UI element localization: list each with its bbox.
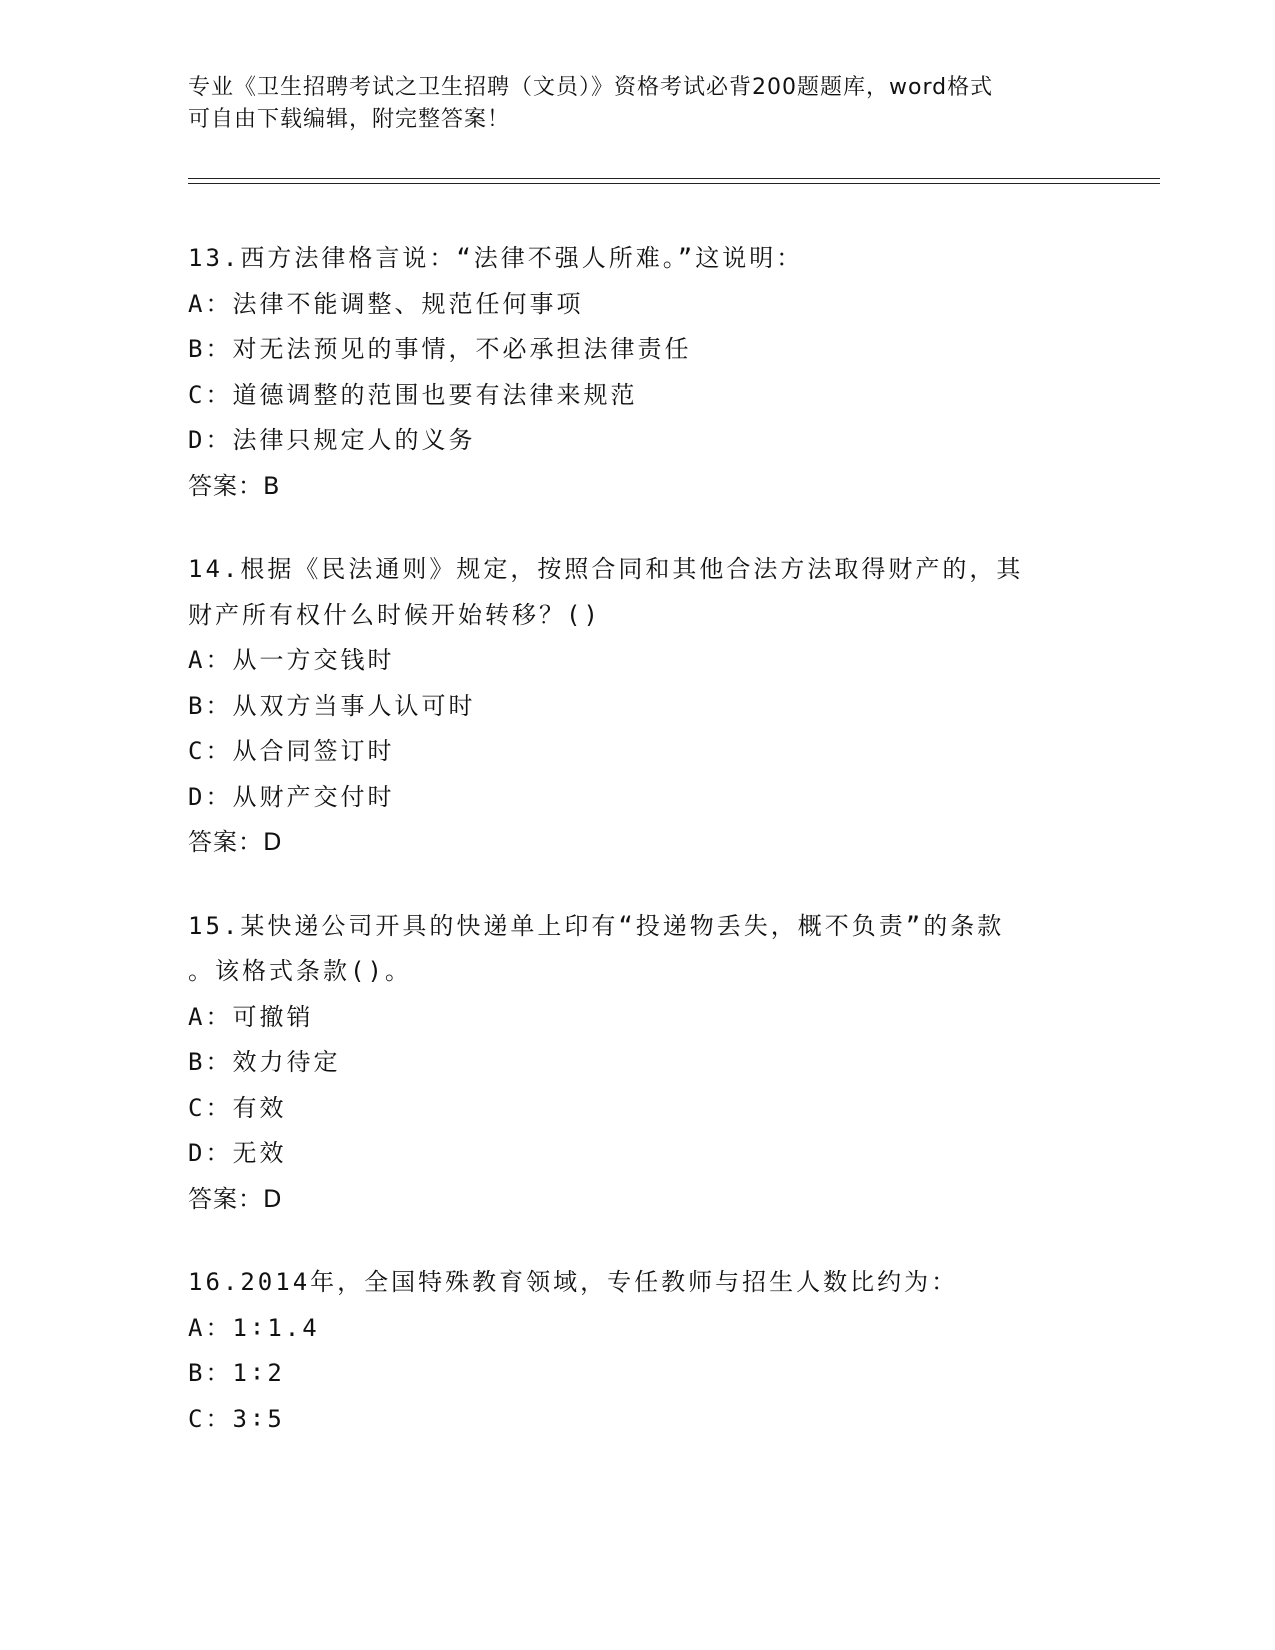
option-c: C：有效 bbox=[188, 1093, 287, 1122]
question-stem: 15.某快递公司开具的快递单上印有“投递物丢失，概不负责”的条款 bbox=[188, 911, 1005, 940]
question-stem: 16.2014年，全国特殊教育领域，专任教师与招生人数比约为： bbox=[188, 1268, 959, 1296]
header-line-1: 专业《卫生招聘考试之卫生招聘（文员）》资格考试必背200题题库，word格式 bbox=[188, 75, 994, 100]
header-divider bbox=[188, 178, 1160, 184]
question-16 bbox=[188, 1260, 1088, 1442]
header-line-2: 可自由下载编辑，附完整答案！ bbox=[188, 107, 511, 132]
option-c: C：3∶5 bbox=[188, 1404, 285, 1433]
option-d: D：从财产交付时 bbox=[188, 782, 395, 811]
option-a: A：1∶1.4 bbox=[188, 1313, 320, 1342]
question-stem: 14.根据《民法通则》规定，按照合同和其他合法方法取得财产的，其 bbox=[188, 555, 1024, 583]
option-a: A：从一方交钱时 bbox=[188, 646, 395, 674]
option-a: A：可撤销 bbox=[188, 1002, 314, 1031]
answer-line: 答案：D bbox=[188, 1184, 283, 1213]
option-b: B：对无法预见的事情，不必承担法律责任 bbox=[188, 335, 692, 363]
question-stem-continued: 。该格式条款()。 bbox=[188, 957, 412, 985]
question-stem: 13.西方法律格言说：“法律不强人所难。”这说明： bbox=[188, 244, 804, 272]
question-15 bbox=[188, 904, 1088, 1223]
answer-line: 答案：D bbox=[188, 828, 283, 856]
question-stem-continued: 财产所有权什么时候开始转移？() bbox=[188, 600, 601, 629]
question-list bbox=[188, 236, 1088, 1480]
answer-line: 答案：B bbox=[188, 471, 281, 500]
option-d: D：法律只规定人的义务 bbox=[188, 426, 476, 454]
option-a: A：法律不能调整、规范任何事项 bbox=[188, 289, 584, 318]
option-b: B：效力待定 bbox=[188, 1048, 341, 1076]
option-b: B：1∶2 bbox=[188, 1359, 285, 1387]
option-c: C：从合同签订时 bbox=[188, 737, 395, 765]
document-header bbox=[188, 72, 1088, 136]
question-14 bbox=[188, 547, 1088, 866]
option-d: D：无效 bbox=[188, 1139, 287, 1167]
option-c: C：道德调整的范围也要有法律来规范 bbox=[188, 380, 638, 409]
option-b: B：从双方当事人认可时 bbox=[188, 691, 476, 720]
question-13 bbox=[188, 236, 1088, 509]
